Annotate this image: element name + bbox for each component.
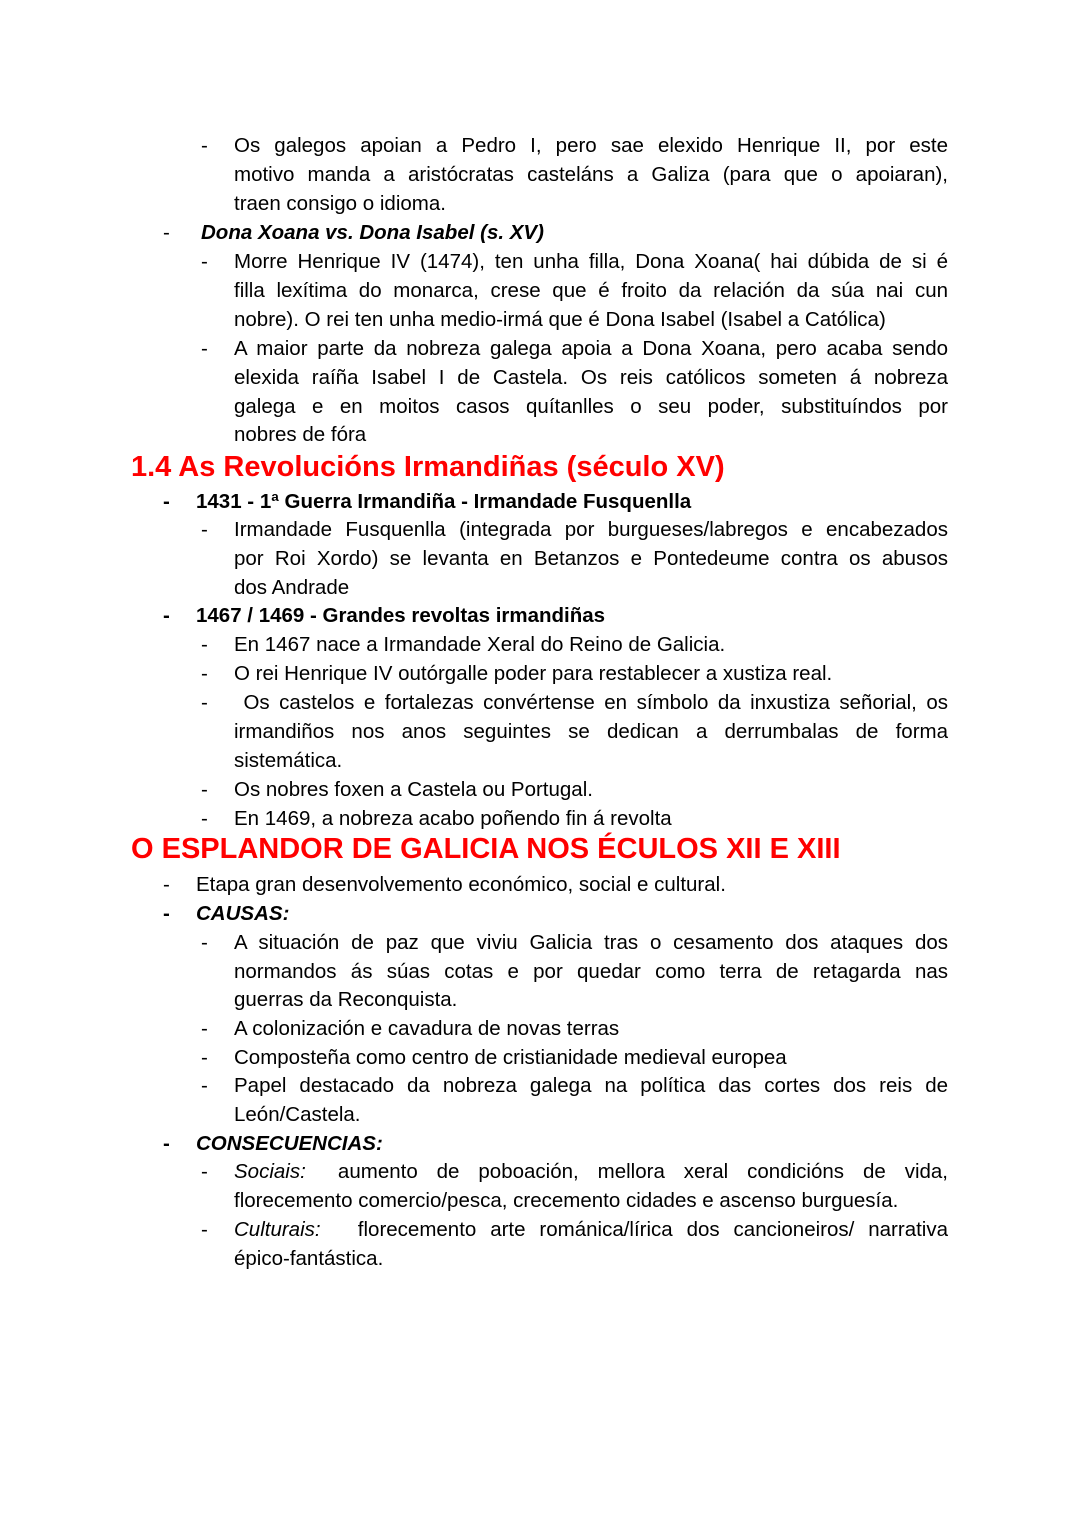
- item-line: traen consigo o idioma.: [234, 192, 446, 215]
- item-line: motivo manda a aristócratas casteláns a Galiza (para que o apoiaran),: [234, 163, 948, 186]
- bullet-dash: -: [163, 873, 170, 896]
- item-line: Irmandade Fusquenlla (integrada por burgueses/labregos e encabezados: [234, 518, 948, 541]
- item-label: Culturais:: [234, 1218, 321, 1241]
- bullet-dash: -: [201, 807, 208, 830]
- bullet-dash: -: [201, 931, 208, 954]
- item-line: por Roi Xordo) se levanta en Betanzos e Pontedeume contra os abusos: [234, 547, 948, 570]
- item-line: Os nobres foxen a Castela ou Portugal.: [234, 778, 593, 801]
- bullet-dash: -: [201, 1160, 208, 1183]
- bullet-dash: -: [201, 662, 208, 685]
- bullet-dash: -: [201, 1017, 208, 1040]
- item-line: nobre). O rei ten unha medio-irmá que é Dona Isabel (Isabel a Católica): [234, 308, 886, 331]
- bullet-dash: -: [201, 337, 208, 360]
- item-line: guerras da Reconquista.: [234, 988, 458, 1011]
- bullet-dash: -: [201, 518, 208, 541]
- bullet-dash: -: [163, 1132, 170, 1155]
- item-line: En 1469, a nobreza acabo poñendo fin á revolta: [234, 807, 672, 830]
- bullet-dash: -: [201, 1074, 208, 1097]
- item-line: León/Castela.: [234, 1103, 361, 1126]
- item-line: sistemática.: [234, 749, 343, 772]
- bullet-dash: -: [201, 778, 208, 801]
- item-line: Etapa gran desenvolvemento económico, social e cultural.: [196, 873, 726, 896]
- item-line: épico-fantástica.: [234, 1247, 384, 1270]
- item-line: florecemento arte románica/lírica dos cancioneiros/ narrativa: [330, 1218, 948, 1241]
- bullet-dash: -: [163, 221, 170, 244]
- subsection-title: CONSECUENCIAS:: [196, 1132, 383, 1155]
- subsection-title: 1467 / 1469 - Grandes revoltas irmandiñas: [196, 604, 606, 627]
- bullet-dash: -: [201, 1046, 208, 1069]
- item-line: filla lexítima do monarca, crese que é froito da relación da súa nai cun: [234, 279, 948, 302]
- item-line: O rei Henrique IV outórgalle poder para restablecer a xustiza real.: [234, 662, 833, 685]
- section-heading: O ESPLANDOR DE GALICIA NOS ÉCULOS XII E XIII: [131, 833, 841, 865]
- item-line: En 1467 nace a Irmandade Xeral do Reino de Galicia.: [234, 633, 726, 656]
- bullet-dash: -: [201, 691, 208, 714]
- bullet-dash: -: [163, 902, 170, 925]
- item-line: aumento de poboación, mellora xeral condicións de vida,: [319, 1160, 948, 1183]
- item-line: dos Andrade: [234, 576, 350, 599]
- item-line: Composteña como centro de cristianidade medieval europea: [234, 1046, 787, 1069]
- item-line: Os galegos apoian a Pedro I, pero sae elexido Henrique II, por este: [234, 134, 948, 157]
- subsection-title: Dona Xoana vs. Dona Isabel (s. XV): [201, 221, 544, 244]
- subsection-title: CAUSAS:: [196, 902, 290, 925]
- bullet-dash: -: [163, 490, 170, 513]
- bullet-dash: -: [201, 250, 208, 273]
- item-line: irmandiños nos anos seguintes se dedican a derrumbalas de forma: [234, 720, 948, 743]
- bullet-dash: -: [163, 604, 170, 627]
- item-line: galega e en moitos casos quítanlles o seu poder, substituíndos por: [234, 395, 948, 418]
- section-heading: 1.4 As Revolucións Irmandiñas (século XV): [131, 451, 725, 483]
- item-line: nobres de fóra: [234, 423, 367, 446]
- item-line: Os castelos e fortalezas convértense en símbolo da inxustiza señorial, os: [234, 691, 948, 714]
- item-line: Morre Henrique IV (1474), ten unha filla, Dona Xoana( hai dúbida de si é: [234, 250, 948, 273]
- item-line: A colonización e cavadura de novas terras: [234, 1017, 620, 1040]
- item-line: A situación de paz que viviu Galicia tras o cesamento dos ataques dos: [234, 931, 948, 954]
- bullet-dash: -: [201, 1218, 208, 1241]
- item-line: Papel destacado da nobreza galega na política das cortes dos reis de: [234, 1074, 948, 1097]
- item-label: Sociais:: [234, 1160, 306, 1183]
- item-line: florecemento comercio/pesca, crecemento cidades e ascenso burguesía.: [234, 1189, 899, 1212]
- item-line: A maior parte da nobreza galega apoia a Dona Xoana, pero acaba sendo: [234, 337, 948, 360]
- item-line: elexida raíña Isabel I de Castela. Os reis católicos someten á nobreza: [234, 366, 948, 389]
- item-line: normandos ás súas cotas e por quedar como terra de retagarda nas: [234, 960, 948, 983]
- bullet-dash: -: [201, 134, 208, 157]
- bullet-dash: -: [201, 633, 208, 656]
- subsection-title: 1431 - 1ª Guerra Irmandiña - Irmandade Fusquenlla: [196, 490, 692, 513]
